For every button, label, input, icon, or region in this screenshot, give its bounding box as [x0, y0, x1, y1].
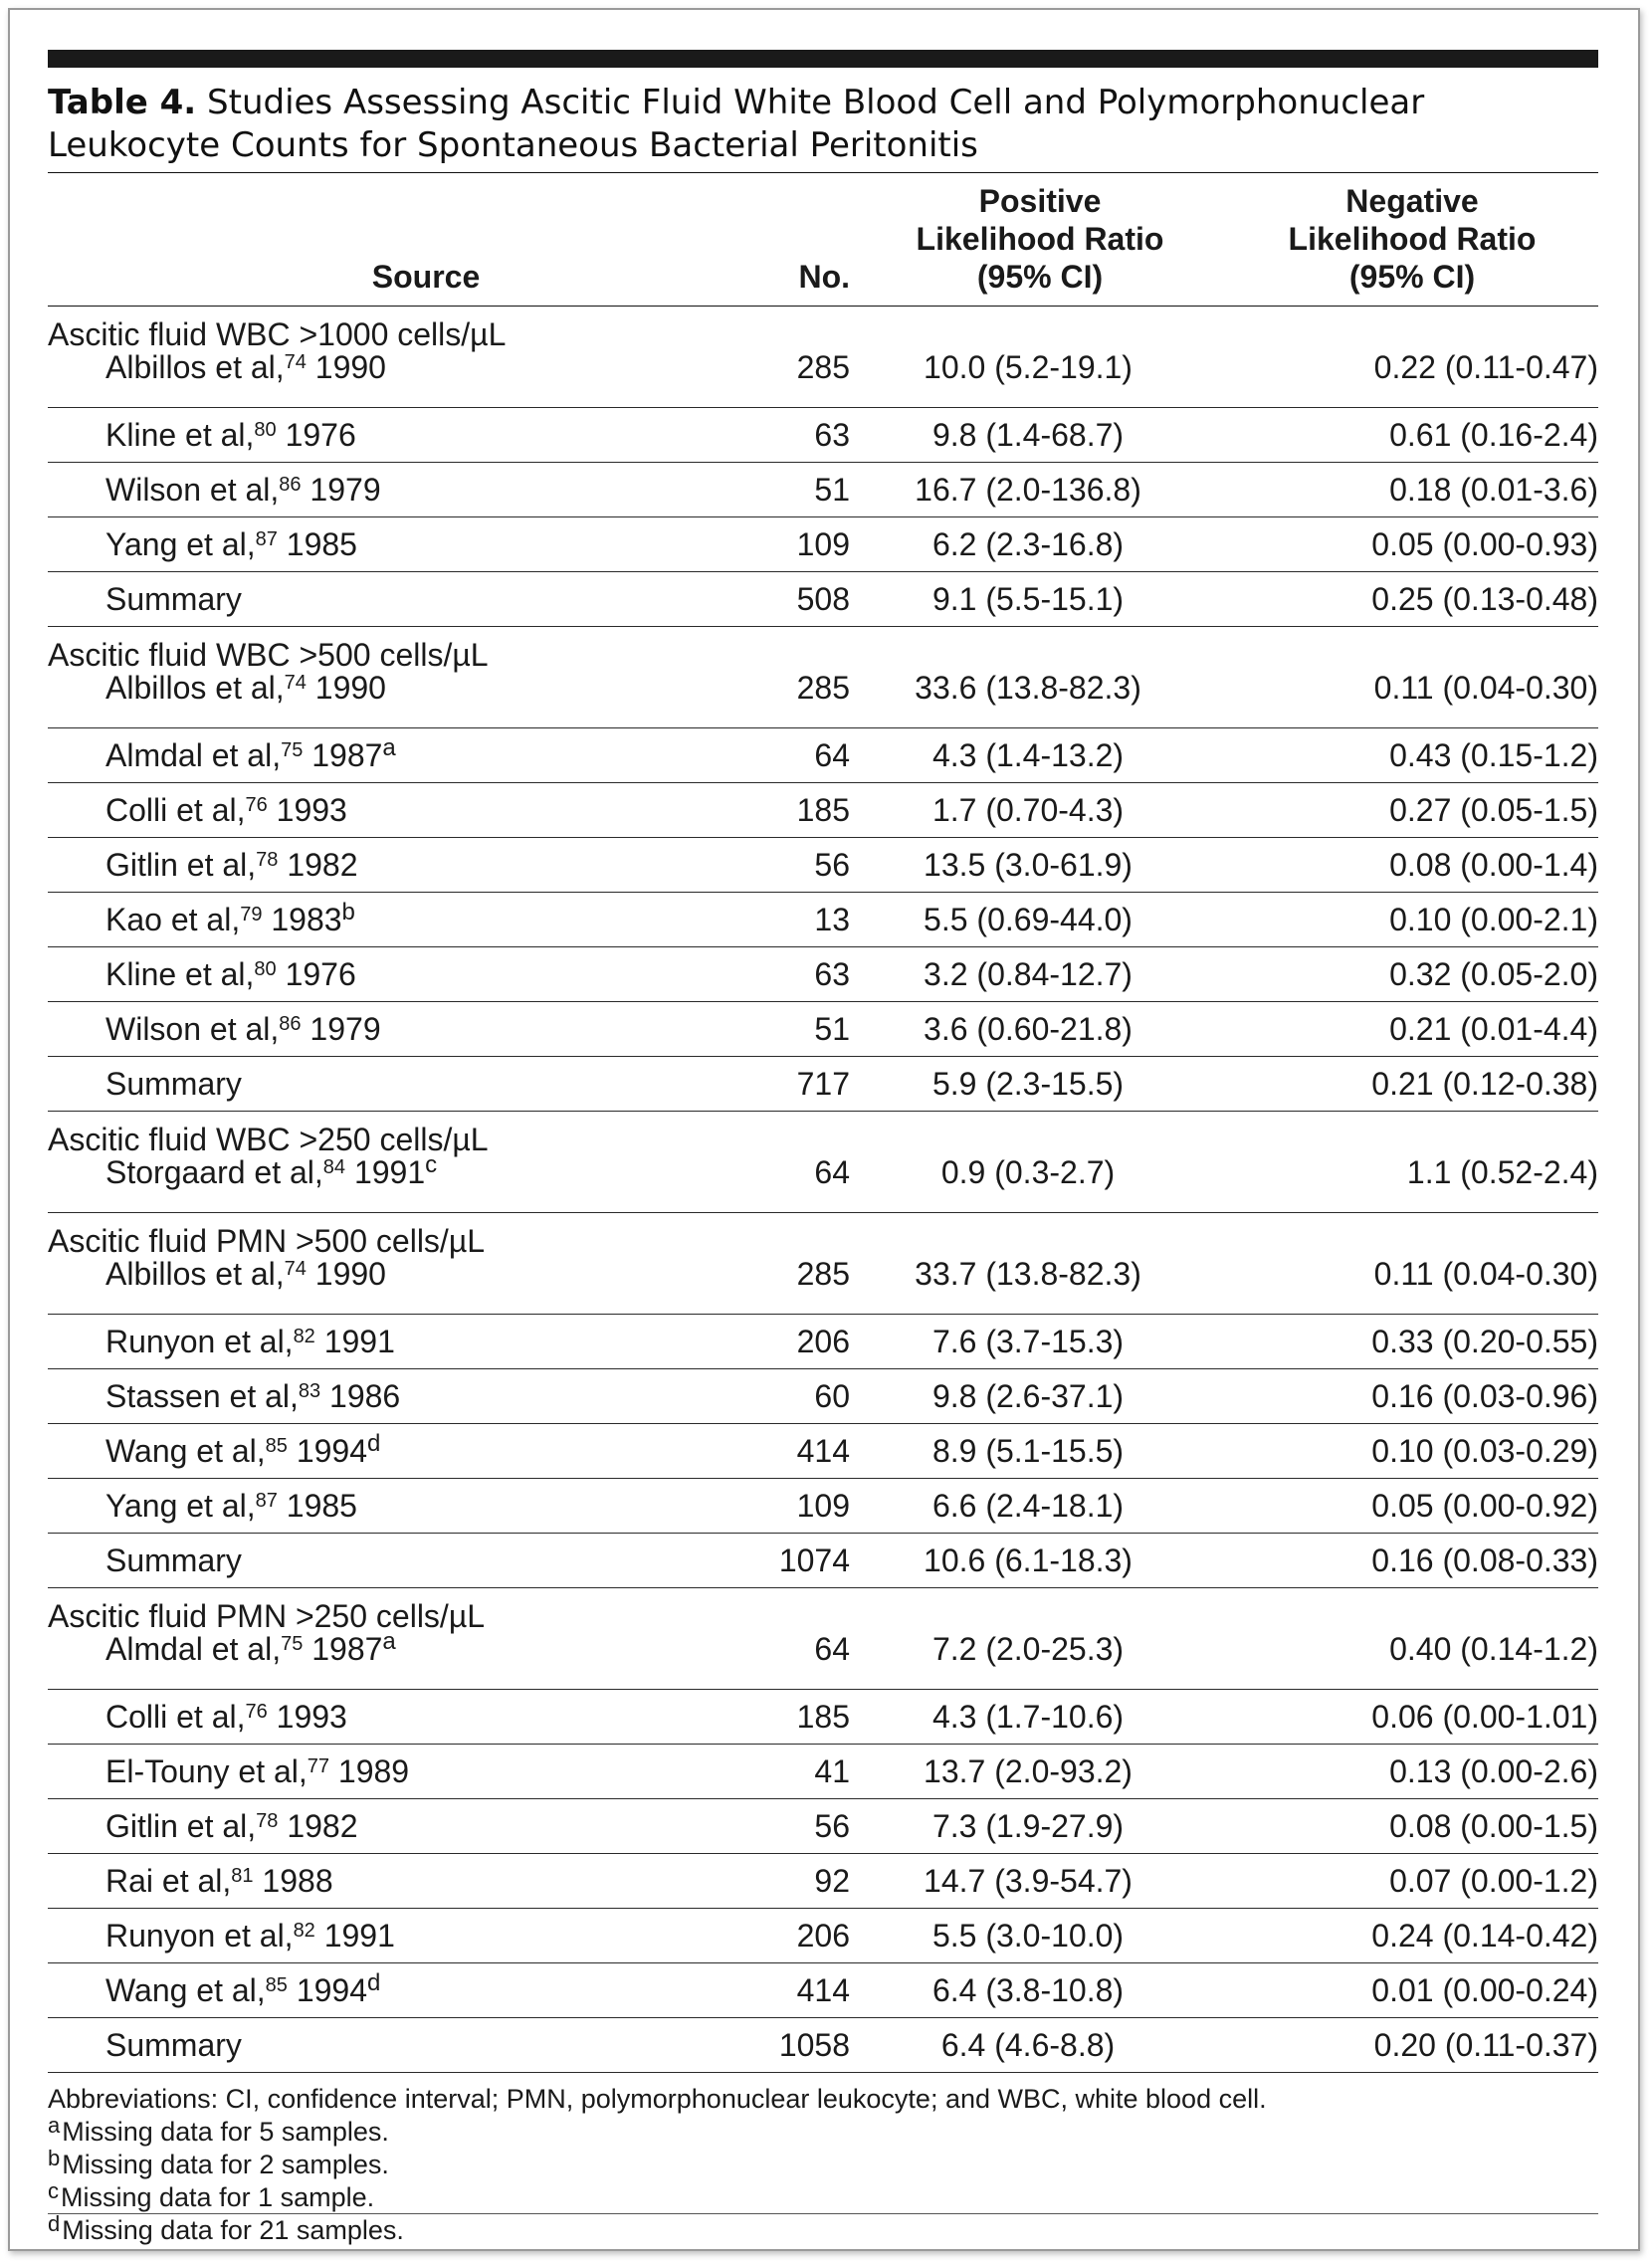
footnote-text: Missing data for 5 samples.: [62, 2117, 389, 2147]
reference-number: 78: [256, 1810, 279, 1832]
sample-count: 1058: [705, 2018, 854, 2073]
source-cell: [48, 1534, 705, 1588]
study-author: Wang et al,: [105, 1433, 266, 1469]
positive-lr: 7.6 (3.7-15.3): [854, 1315, 1226, 1369]
source-cell: [48, 517, 705, 572]
positive-lr: 33.6 (13.8-82.3): [854, 672, 1226, 728]
source-cell: [48, 2018, 705, 2073]
negative-lr: 0.07 (0.00-1.2): [1226, 1854, 1598, 1909]
positive-lr: 9.1 (5.5-15.1): [854, 572, 1226, 627]
header-negative-lr: [1226, 173, 1598, 307]
header-negative-line2: Likelihood Ratio: [1288, 221, 1537, 257]
study-year: 1993: [267, 1699, 347, 1735]
footnote-marker: c: [425, 1151, 438, 1178]
study-year: 1991: [345, 1154, 426, 1190]
study-year: 1976: [276, 417, 356, 453]
positive-lr: 5.5 (0.69-44.0): [854, 893, 1226, 947]
sample-count: 206: [705, 1315, 854, 1369]
study-author: Wilson et al,: [105, 472, 280, 508]
table-row: [48, 517, 1598, 572]
negative-lr: 0.13 (0.00-2.6): [1226, 1745, 1598, 1799]
positive-lr: 5.5 (3.0-10.0): [854, 1909, 1226, 1963]
reference-number: 87: [255, 528, 278, 550]
table-row: [48, 1258, 1598, 1315]
study-author: Kao et al,: [105, 902, 241, 937]
source-cell: [48, 1745, 705, 1799]
source-cell: [48, 351, 705, 408]
table-row: [48, 1002, 1598, 1057]
study-year: 1987: [303, 737, 383, 773]
reference-number: 76: [245, 794, 268, 816]
table-title: Studies Assessing Ascitic Fluid White Blood Cell and Polymorphonuclear Leukocyte Counts for Spontaneous Bacterial Peritonitis: [48, 83, 1425, 165]
reference-number: 78: [256, 849, 279, 871]
study-year: 1983: [262, 902, 342, 937]
negative-lr: 0.08 (0.00-1.4): [1226, 838, 1598, 893]
sample-count: 285: [705, 1258, 854, 1315]
source-cell: [48, 1002, 705, 1057]
group-header-row: [48, 1213, 1598, 1259]
sample-count: 51: [705, 1002, 854, 1057]
negative-lr: 0.10 (0.00-2.1): [1226, 893, 1598, 947]
group-header-row: [48, 1112, 1598, 1157]
header-positive-lr: [854, 173, 1226, 307]
negative-lr: 0.21 (0.01-4.4): [1226, 1002, 1598, 1057]
table-row: [48, 1156, 1598, 1213]
study-author: Colli et al,: [105, 792, 246, 828]
study-author: Runyon et al,: [105, 1324, 294, 1359]
source-cell: [48, 1369, 705, 1424]
study-year: 1990: [306, 1256, 386, 1292]
footnote-mark: b: [48, 2146, 61, 2170]
study-year: 1987: [303, 1631, 383, 1667]
negative-lr: 0.05 (0.00-0.92): [1226, 1479, 1598, 1534]
sample-count: 1074: [705, 1534, 854, 1588]
table-caption: [48, 82, 1598, 173]
reference-number: 76: [245, 1701, 268, 1723]
group-header-row: [48, 1588, 1598, 1634]
source-cell: [48, 1057, 705, 1112]
footnote-marker: d: [367, 1969, 381, 1996]
footnote-text: Missing data for 1 sample.: [61, 2182, 375, 2212]
negative-lr: 0.24 (0.14-0.42): [1226, 1909, 1598, 1963]
positive-lr: 3.2 (0.84-12.7): [854, 947, 1226, 1002]
positive-lr: 7.2 (2.0-25.3): [854, 1633, 1226, 1690]
table-row: [48, 838, 1598, 893]
negative-lr: 0.11 (0.04-0.30): [1226, 1258, 1598, 1315]
positive-lr: 13.7 (2.0-93.2): [854, 1745, 1226, 1799]
negative-lr: 0.61 (0.16-2.4): [1226, 408, 1598, 463]
positive-lr: 14.7 (3.9-54.7): [854, 1854, 1226, 1909]
bottom-rule: [48, 2213, 1598, 2214]
sample-count: 56: [705, 838, 854, 893]
sample-count: 60: [705, 1369, 854, 1424]
table-row: [48, 893, 1598, 947]
table-row: [48, 463, 1598, 517]
table-row: [48, 1424, 1598, 1479]
group-title: Ascitic fluid PMN >250 cells/µL: [48, 1598, 486, 1634]
header-negative-line3: (95% CI): [1348, 259, 1476, 295]
footnote: [48, 2178, 1598, 2214]
source-cell: [48, 1963, 705, 2018]
footnote: [48, 2113, 1598, 2149]
source-cell: [48, 1315, 705, 1369]
footnote: [48, 2211, 1598, 2247]
study-year: 1994: [287, 1972, 367, 2008]
negative-lr: 0.21 (0.12-0.38): [1226, 1057, 1598, 1112]
study-year: 1991: [314, 1918, 395, 1954]
source-cell: [48, 1479, 705, 1534]
positive-lr: 10.0 (5.2-19.1): [854, 351, 1226, 408]
negative-lr: 0.22 (0.11-0.47): [1226, 351, 1598, 408]
sample-count: 285: [705, 672, 854, 728]
reference-number: 79: [240, 904, 263, 926]
positive-lr: 7.3 (1.9-27.9): [854, 1799, 1226, 1854]
table-row: [48, 1479, 1598, 1534]
source-cell: [48, 838, 705, 893]
reference-number: 77: [307, 1755, 330, 1777]
sample-count: 41: [705, 1745, 854, 1799]
header-no: No.: [705, 173, 854, 307]
table-row: [48, 1057, 1598, 1112]
positive-lr: 1.7 (0.70-4.3): [854, 783, 1226, 838]
table-row: [48, 672, 1598, 728]
study-author: Kline et al,: [105, 417, 255, 453]
group-header-row: [48, 627, 1598, 673]
sample-count: 63: [705, 947, 854, 1002]
study-author: Wang et al,: [105, 1972, 266, 2008]
table-row: [48, 1690, 1598, 1745]
study-author: Kline et al,: [105, 956, 255, 992]
sample-count: 63: [705, 408, 854, 463]
study-year: 1991: [314, 1324, 395, 1359]
positive-lr: 9.8 (1.4-68.7): [854, 408, 1226, 463]
study-year: 1993: [267, 792, 347, 828]
sample-count: 508: [705, 572, 854, 627]
source-cell: [48, 1799, 705, 1854]
negative-lr: 0.25 (0.13-0.48): [1226, 572, 1598, 627]
table-notes: [48, 2083, 1598, 2247]
group-title: Ascitic fluid PMN >500 cells/µL: [48, 1223, 486, 1259]
group-header-row: [48, 307, 1598, 352]
sample-count: 92: [705, 1854, 854, 1909]
table-row: [48, 1963, 1598, 2018]
footnote: [48, 2146, 1598, 2181]
positive-lr: 6.4 (3.8-10.8): [854, 1963, 1226, 2018]
table-row: [48, 351, 1598, 408]
study-year: 1982: [278, 1808, 358, 1844]
study-year: 1989: [329, 1753, 410, 1789]
positive-lr: 4.3 (1.4-13.2): [854, 728, 1226, 783]
study-year: 1988: [253, 1863, 333, 1899]
reference-number: 80: [254, 419, 277, 441]
positive-lr: 9.8 (2.6-37.1): [854, 1369, 1226, 1424]
study-author: Colli et al,: [105, 1699, 246, 1735]
study-author: Albillos et al,: [105, 1256, 285, 1292]
header-negative-line1: Negative: [1345, 183, 1479, 219]
study-author: Storgaard et al,: [105, 1154, 323, 1190]
sample-count: 109: [705, 517, 854, 572]
reference-number: 82: [293, 1920, 315, 1942]
reference-number: 74: [284, 351, 307, 373]
negative-lr: 1.1 (0.52-2.4): [1226, 1156, 1598, 1213]
reference-number: 86: [279, 1013, 302, 1035]
study-author: Rai et al,: [105, 1863, 232, 1899]
table-row: [48, 1534, 1598, 1588]
sample-count: 13: [705, 893, 854, 947]
study-author: Gitlin et al,: [105, 1808, 257, 1844]
table-body: [48, 307, 1598, 2073]
footnote-marker: a: [382, 734, 396, 761]
sample-count: 717: [705, 1057, 854, 1112]
footnote-text: Missing data for 2 samples.: [62, 2150, 389, 2179]
reference-number: 83: [298, 1380, 321, 1402]
table-row: [48, 1633, 1598, 1690]
positive-lr: 5.9 (2.3-15.5): [854, 1057, 1226, 1112]
positive-lr: 13.5 (3.0-61.9): [854, 838, 1226, 893]
footnote-mark: d: [48, 2211, 61, 2236]
study-author: Stassen et al,: [105, 1378, 299, 1414]
reference-number: 84: [322, 1156, 346, 1178]
study-year: 1979: [301, 1011, 381, 1047]
top-rule: [48, 50, 1598, 68]
reference-number: 80: [254, 958, 277, 980]
study-year: 1976: [276, 956, 356, 992]
sample-count: 56: [705, 1799, 854, 1854]
group-title: Ascitic fluid WBC >1000 cells/µL: [48, 316, 507, 352]
study-author: Summary: [105, 1543, 242, 1578]
source-cell: [48, 672, 705, 728]
positive-lr: 4.3 (1.7-10.6): [854, 1690, 1226, 1745]
sample-count: 64: [705, 1156, 854, 1213]
table-row: [48, 408, 1598, 463]
data-table: [48, 173, 1598, 2073]
sample-count: 64: [705, 728, 854, 783]
positive-lr: 6.4 (4.6-8.8): [854, 2018, 1226, 2073]
negative-lr: 0.33 (0.20-0.55): [1226, 1315, 1598, 1369]
negative-lr: 0.05 (0.00-0.93): [1226, 517, 1598, 572]
abbreviations-note: Abbreviations: CI, confidence interval; PMN, polymorphonuclear leukocyte; and WBC, white blood cell.: [48, 2084, 1267, 2114]
source-cell: [48, 783, 705, 838]
footnotes: [48, 2113, 1598, 2247]
study-year: 1979: [301, 472, 381, 508]
study-year: 1982: [278, 847, 358, 883]
positive-lr: 10.6 (6.1-18.3): [854, 1534, 1226, 1588]
table-row: [48, 1745, 1598, 1799]
study-year: 1986: [320, 1378, 401, 1414]
sample-count: 185: [705, 1690, 854, 1745]
positive-lr: 16.7 (2.0-136.8): [854, 463, 1226, 517]
source-cell: [48, 1909, 705, 1963]
study-author: Almdal et al,: [105, 737, 282, 773]
negative-lr: 0.06 (0.00-1.01): [1226, 1690, 1598, 1745]
table-row: [48, 728, 1598, 783]
header-positive-line3: (95% CI): [976, 259, 1104, 295]
positive-lr: 33.7 (13.8-82.3): [854, 1258, 1226, 1315]
study-author: El-Touny et al,: [105, 1753, 308, 1789]
header-positive-line1: Positive: [978, 183, 1102, 219]
study-year: 1985: [277, 526, 357, 562]
sample-count: 51: [705, 463, 854, 517]
positive-lr: 8.9 (5.1-15.5): [854, 1424, 1226, 1479]
negative-lr: 0.40 (0.14-1.2): [1226, 1633, 1598, 1690]
negative-lr: 0.11 (0.04-0.30): [1226, 672, 1598, 728]
header-source: Source: [48, 173, 705, 307]
reference-number: 85: [265, 1435, 288, 1457]
source-cell: [48, 893, 705, 947]
table-row: [48, 783, 1598, 838]
study-year: 1990: [306, 670, 386, 706]
table-row: [48, 1909, 1598, 1963]
source-cell: [48, 1628, 705, 1690]
negative-lr: 0.01 (0.00-0.24): [1226, 1963, 1598, 2018]
reference-number: 85: [265, 1974, 288, 1996]
negative-lr: 0.18 (0.01-3.6): [1226, 463, 1598, 517]
reference-number: 74: [284, 672, 307, 694]
negative-lr: 0.27 (0.05-1.5): [1226, 783, 1598, 838]
sample-count: 285: [705, 351, 854, 408]
reference-number: 81: [231, 1865, 254, 1887]
negative-lr: 0.16 (0.03-0.96): [1226, 1369, 1598, 1424]
reference-number: 87: [255, 1490, 278, 1512]
study-year: 1985: [277, 1488, 357, 1524]
positive-lr: 6.2 (2.3-16.8): [854, 517, 1226, 572]
negative-lr: 0.10 (0.03-0.29): [1226, 1424, 1598, 1479]
table-row: [48, 1315, 1598, 1369]
header-row: [48, 173, 1598, 307]
sample-count: 206: [705, 1909, 854, 1963]
source-cell: [48, 947, 705, 1002]
footnote-mark: c: [48, 2178, 59, 2203]
reference-number: 74: [284, 1258, 307, 1280]
group-title: Ascitic fluid WBC >500 cells/µL: [48, 637, 489, 673]
study-author: Summary: [105, 2027, 242, 2063]
table-row: [48, 947, 1598, 1002]
sample-count: 414: [705, 1424, 854, 1479]
source-cell: [48, 1854, 705, 1909]
table-row: [48, 2018, 1598, 2073]
study-author: Albillos et al,: [105, 349, 285, 385]
source-cell: [48, 572, 705, 627]
source-cell: [48, 408, 705, 463]
study-author: Yang et al,: [105, 1488, 256, 1524]
study-author: Summary: [105, 581, 242, 617]
table-row: [48, 1799, 1598, 1854]
source-cell: [48, 1690, 705, 1745]
study-author: Yang et al,: [105, 526, 256, 562]
footnote-marker: b: [341, 899, 355, 926]
footnote-marker: d: [367, 1430, 381, 1457]
study-author: Runyon et al,: [105, 1918, 294, 1954]
source-cell: [48, 1258, 705, 1315]
negative-lr: 0.20 (0.11-0.37): [1226, 2018, 1598, 2073]
sample-count: 414: [705, 1963, 854, 2018]
table-figure: [48, 50, 1598, 2247]
table-row: [48, 1854, 1598, 1909]
study-year: 1990: [306, 349, 386, 385]
source-cell: [48, 728, 705, 783]
positive-lr: 0.9 (0.3-2.7): [854, 1156, 1226, 1213]
study-author: Albillos et al,: [105, 670, 285, 706]
table-row: [48, 1369, 1598, 1424]
reference-number: 86: [279, 474, 302, 496]
reference-number: 75: [281, 1633, 304, 1655]
positive-lr: 6.6 (2.4-18.1): [854, 1479, 1226, 1534]
study-year: 1994: [287, 1433, 367, 1469]
table-label: Table 4.: [48, 83, 197, 122]
positive-lr: 3.6 (0.60-21.8): [854, 1002, 1226, 1057]
negative-lr: 0.16 (0.08-0.33): [1226, 1534, 1598, 1588]
reference-number: 75: [281, 739, 304, 761]
study-author: Gitlin et al,: [105, 847, 257, 883]
source-cell: [48, 1151, 705, 1213]
negative-lr: 0.43 (0.15-1.2): [1226, 728, 1598, 783]
footnote-marker: a: [382, 1628, 396, 1655]
study-author: Almdal et al,: [105, 1631, 282, 1667]
group-title: Ascitic fluid WBC >250 cells/µL: [48, 1122, 489, 1157]
sample-count: 109: [705, 1479, 854, 1534]
footnote-text: Missing data for 21 samples.: [62, 2215, 404, 2245]
negative-lr: 0.32 (0.05-2.0): [1226, 947, 1598, 1002]
footnote-mark: a: [48, 2113, 61, 2138]
negative-lr: 0.08 (0.00-1.5): [1226, 1799, 1598, 1854]
study-author: Wilson et al,: [105, 1011, 280, 1047]
reference-number: 82: [293, 1326, 315, 1347]
sample-count: 185: [705, 783, 854, 838]
study-author: Summary: [105, 1066, 242, 1102]
sample-count: 64: [705, 1633, 854, 1690]
header-positive-line2: Likelihood Ratio: [916, 221, 1164, 257]
table-row: [48, 572, 1598, 627]
source-cell: [48, 1424, 705, 1479]
source-cell: [48, 463, 705, 517]
